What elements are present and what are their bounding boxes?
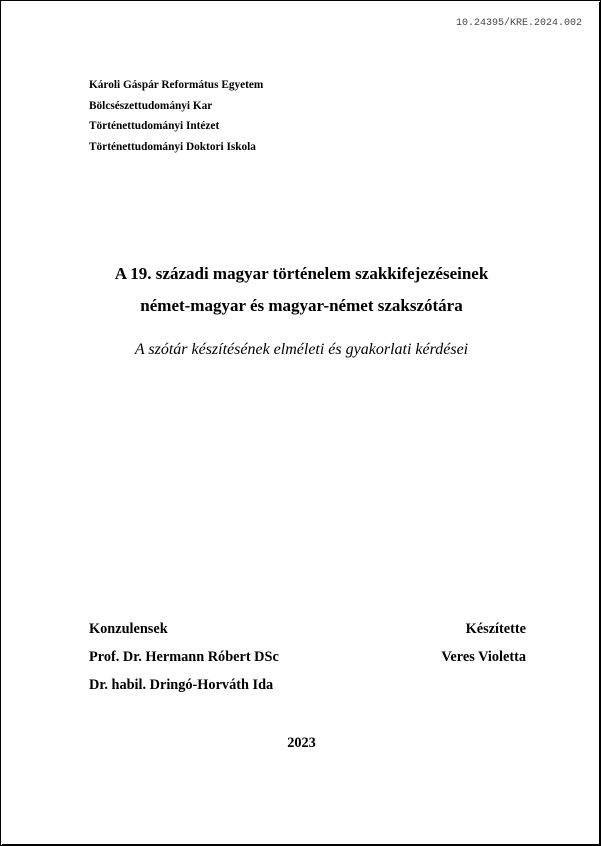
institution-block	[89, 75, 263, 157]
consultant-name: Prof. Dr. Hermann Róbert DSc	[89, 649, 279, 665]
author-heading: Készítette	[465, 621, 526, 637]
author-name: Veres Violetta	[441, 649, 526, 665]
doi-identifier: 10.24395/KRE.2024.002	[455, 18, 582, 29]
author-block	[441, 615, 526, 671]
university-name: Károli Gáspár Református Egyetem	[89, 79, 264, 91]
doctoral-school-name: Történettudományi Doktori Iskola	[89, 140, 256, 153]
consultants-block	[89, 615, 279, 699]
consultant-name: Dr. habil. Dringó-Horváth Ida	[89, 677, 274, 693]
thesis-title	[1, 258, 601, 322]
consultants-heading: Konzulensek	[89, 621, 168, 637]
faculty-name: Bölcsészettudományi Kar	[89, 99, 213, 112]
title-line-2: német-magyar és magyar-német szakszótára	[140, 296, 463, 315]
institute-name: Történettudományi Intézet	[89, 120, 220, 132]
publication-year: 2023	[287, 735, 316, 751]
thesis-subtitle: A szótár készítésének elméleti és gyakorlati kérdései	[134, 341, 469, 358]
title-line-1: A 19. századi magyar történelem szakkifejezéseinek	[114, 264, 489, 283]
